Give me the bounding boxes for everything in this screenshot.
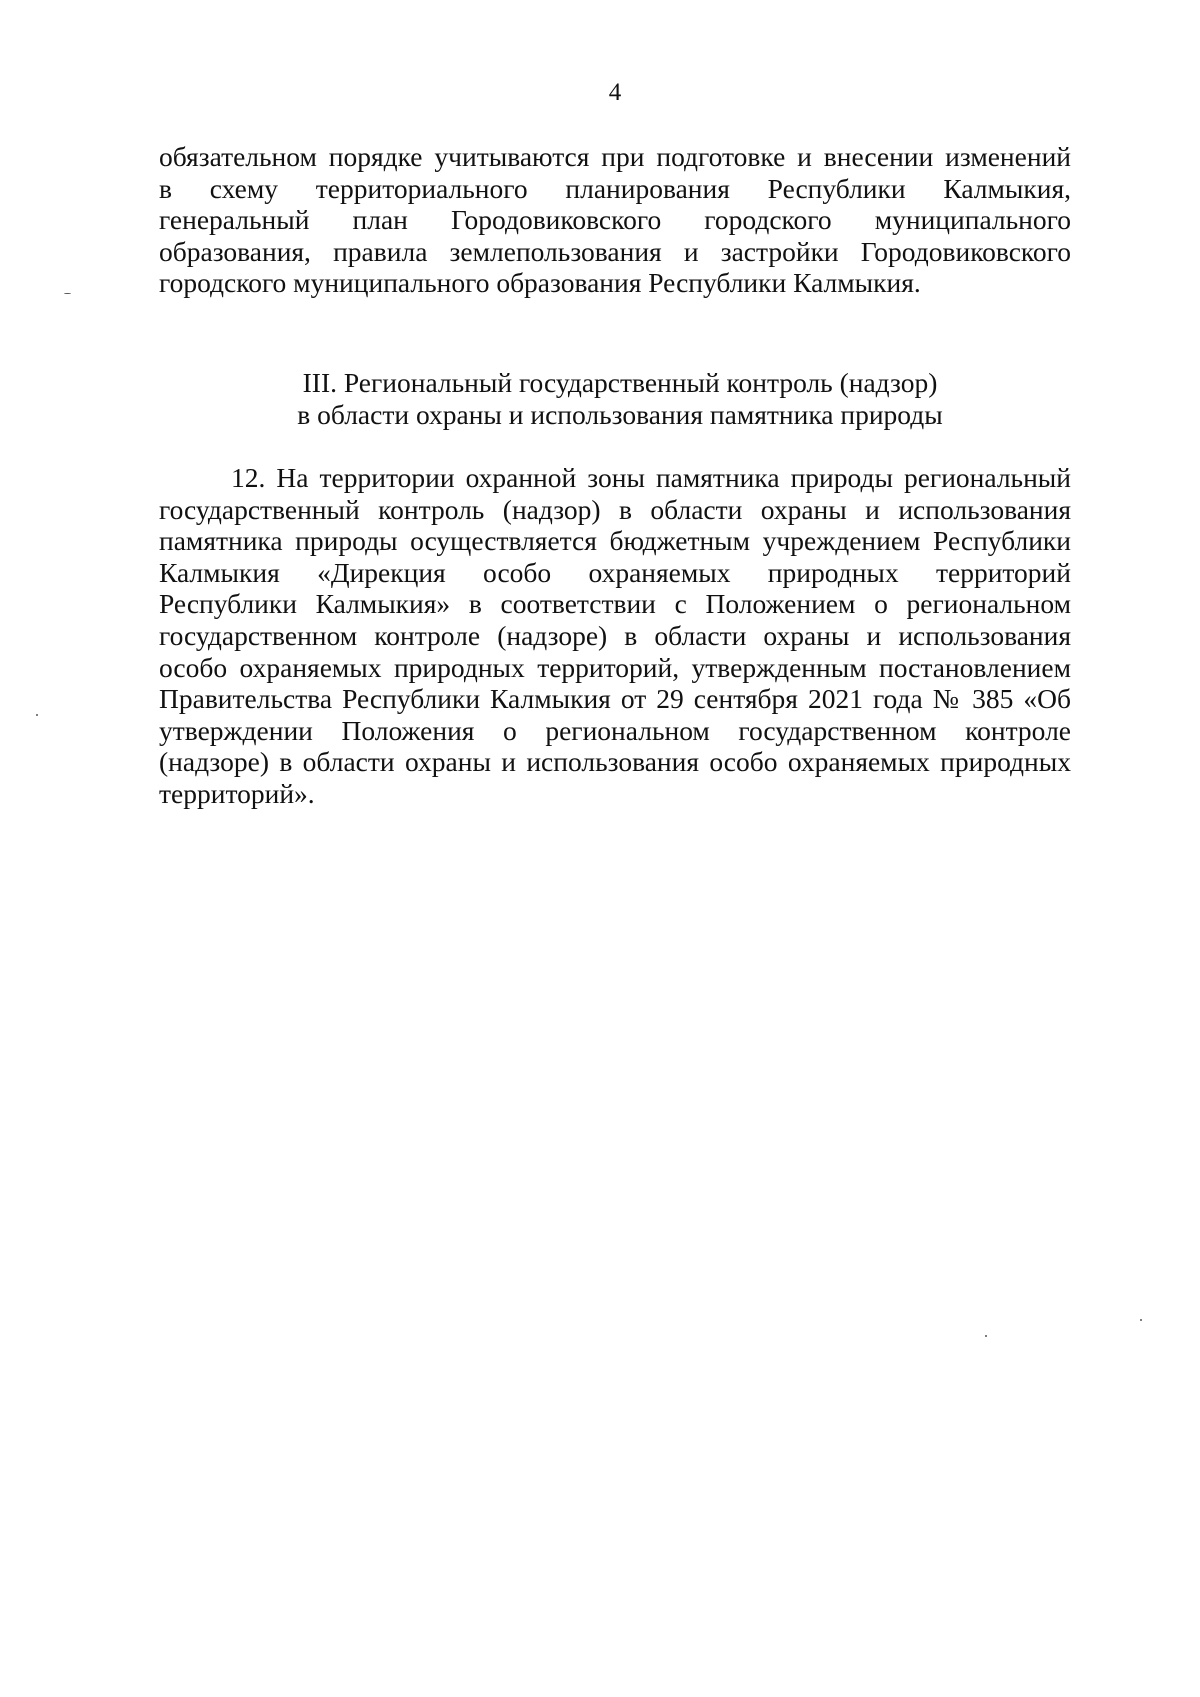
scan-speck <box>1140 1319 1142 1321</box>
section-heading-line: в области охраны и использования памятника природы <box>297 399 943 430</box>
text-line: памятника природы осуществляется бюджетным учреждением Республики <box>159 525 1071 557</box>
text-line: государственном контроле (надзоре) в области охраны и использования <box>159 619 1071 651</box>
text-line: Правительства Республики Калмыкия от 29 сентября 2021 года № 385 «Об <box>159 683 1071 715</box>
page-number: 4 <box>608 79 622 106</box>
section-heading <box>0 367 1200 431</box>
scan-speck <box>985 1335 987 1337</box>
text-line: (надзоре) в области охраны и использования особо охраняемых природных <box>159 746 1071 778</box>
scan-speck <box>64 293 71 294</box>
text-line: городского муниципального образования Республики Калмыкия. <box>159 267 921 299</box>
text-line: Республики Калмыкия» в соответствии с Положением о региональном <box>159 588 1071 620</box>
text-line: утверждении Положения о региональном государственном контроле <box>159 714 1071 746</box>
paragraph-12 <box>159 462 1071 810</box>
text-line: в схему территориального планирования Республики Калмыкия, <box>159 172 1071 204</box>
text-line: генеральный план Городовиковского городского муниципального <box>159 204 1071 236</box>
text-line: особо охраняемых природных территорий, утвержденным постановлением <box>159 651 1071 683</box>
continuation-paragraph <box>159 141 1071 299</box>
text-line: государственный контроль (надзор) в области охраны и использования <box>159 493 1071 525</box>
text-line: образования, правила землепользования и застройки Городовиковского <box>159 235 1071 267</box>
text-line: территорий». <box>159 777 315 809</box>
section-heading-line: III. Региональный государственный контроль (надзор) <box>302 367 938 398</box>
text-line: 12. На территории охранной зоны памятника природы региональный <box>231 462 1071 493</box>
text-line: Калмыкия «Дирекция особо охраняемых природных территорий <box>159 556 1071 588</box>
scan-speck <box>36 714 38 716</box>
text-line: обязательном порядке учитываются при подготовке и внесении изменений <box>159 141 1071 172</box>
